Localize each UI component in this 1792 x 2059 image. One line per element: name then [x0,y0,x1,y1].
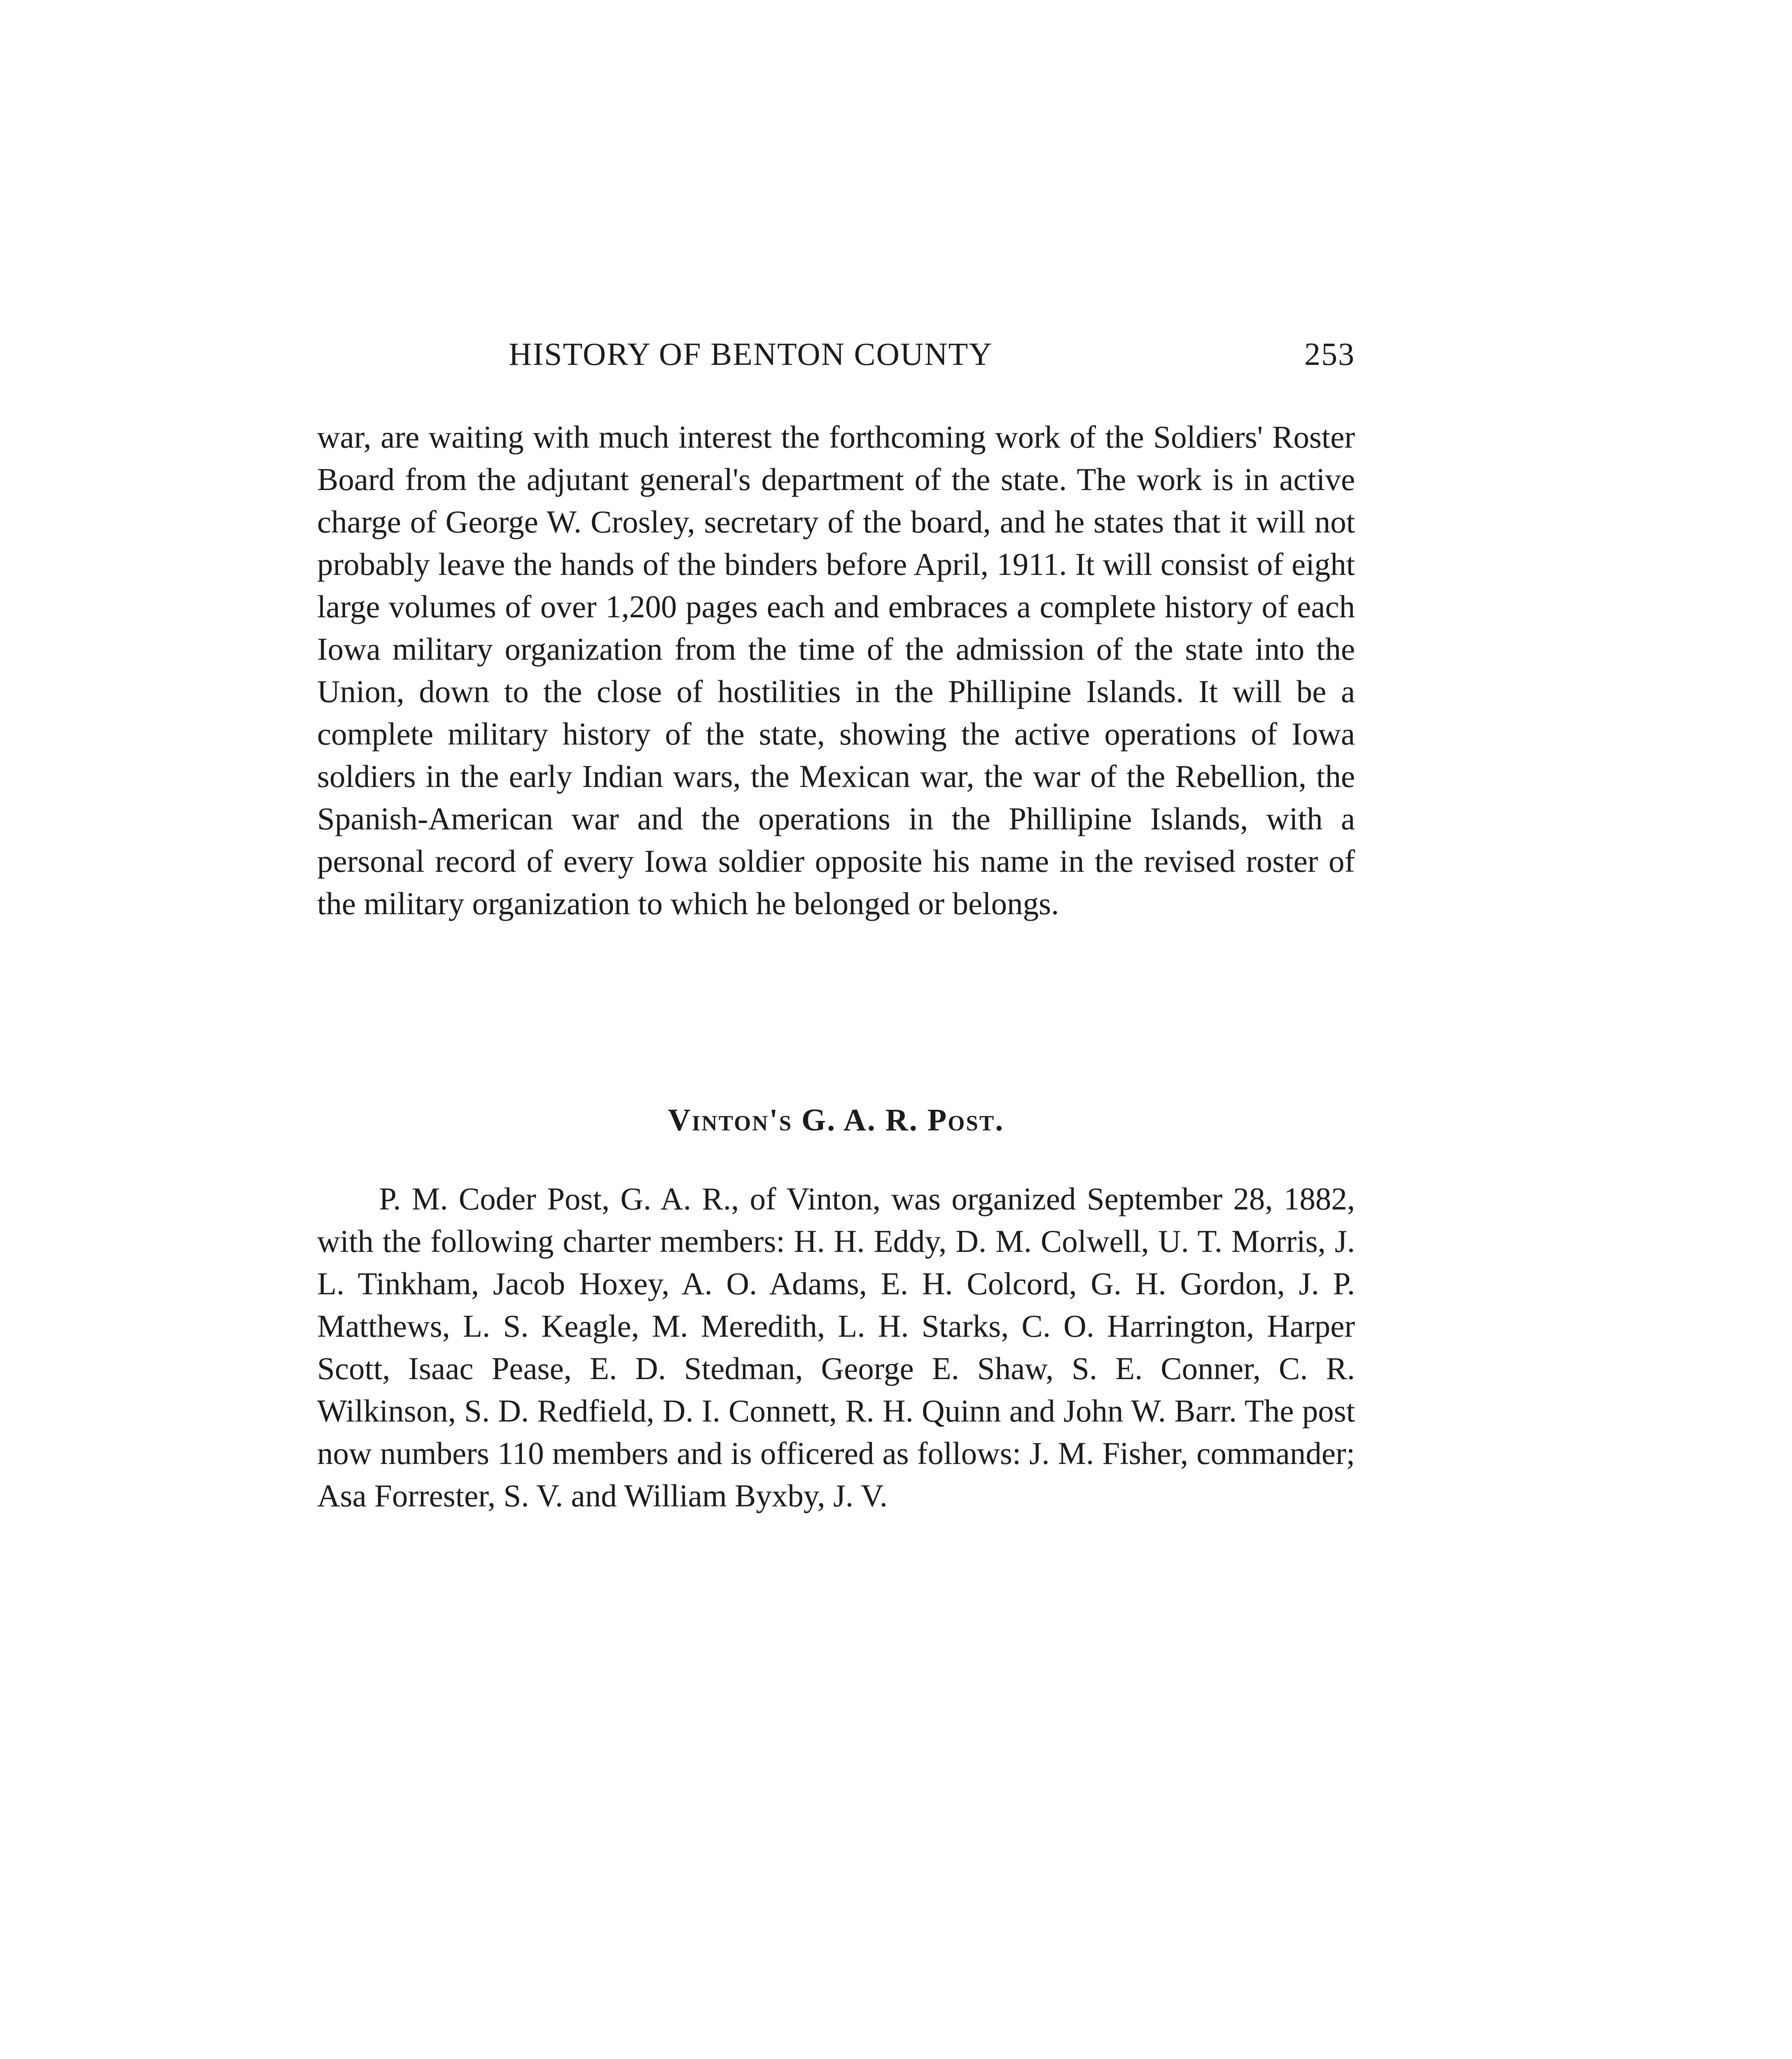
body-paragraph-roster-board: war, are waiting with much interest the forthcoming work of the Soldiers' Roster Board from the adjutant general's department of the state. The work is in active charge of George W. Crosley, secretary of the board, and he states that it will not probably leave the hands of the binders before April, 1911. It will consist of eight large volumes of over 1,200 pages each and embraces a complete history of each Iowa military organization from the time of the admission of the state into the Union, down to the close of hostilities in the Phillipine Islands. It will be a complete military history of the state, showing the active operations of Iowa soldiers in the early Indian wars, the Mexican war, the war of the Rebellion, the Spanish-American war and the operations in the Phillipine Islands, with a personal record of every Iowa soldier opposite his name in the revised roster of the military organization to which he belonged or belongs. [317,419,1355,921]
page-number: 253 [1304,336,1355,372]
running-title: HISTORY OF BENTON COUNTY [509,336,993,372]
section-heading-gar-post: Vinton's G. A. R. Post. [668,1103,1005,1137]
body-paragraph-coder-post: P. M. Coder Post, G. A. R., of Vinton, was organized September 28, 1882, with the following charter members: H. H. Eddy, D. M. Colwell, U. T. Morris, J. L. Tinkham, Jacob Hoxey, A. O. Adams, E. H. Colcord, G. H. Gordon, J. P. Matthews, L. S. Keagle, M. Meredith, L. H. Starks, C. O. Harrington, Harper Scott, Isaac Pease, E. D. Stedman, George E. Shaw, S. E. Conner, C. R. Wilkinson, S. D. Redfield, D. I. Connett, R. H. Quinn and John W. Barr. The post now numbers 110 members and is officered as follows: J. M. Fisher, commander; Asa Forrester, S. V. and William Byxby, J. V. [317,1181,1355,1513]
running-head [317,329,1355,379]
